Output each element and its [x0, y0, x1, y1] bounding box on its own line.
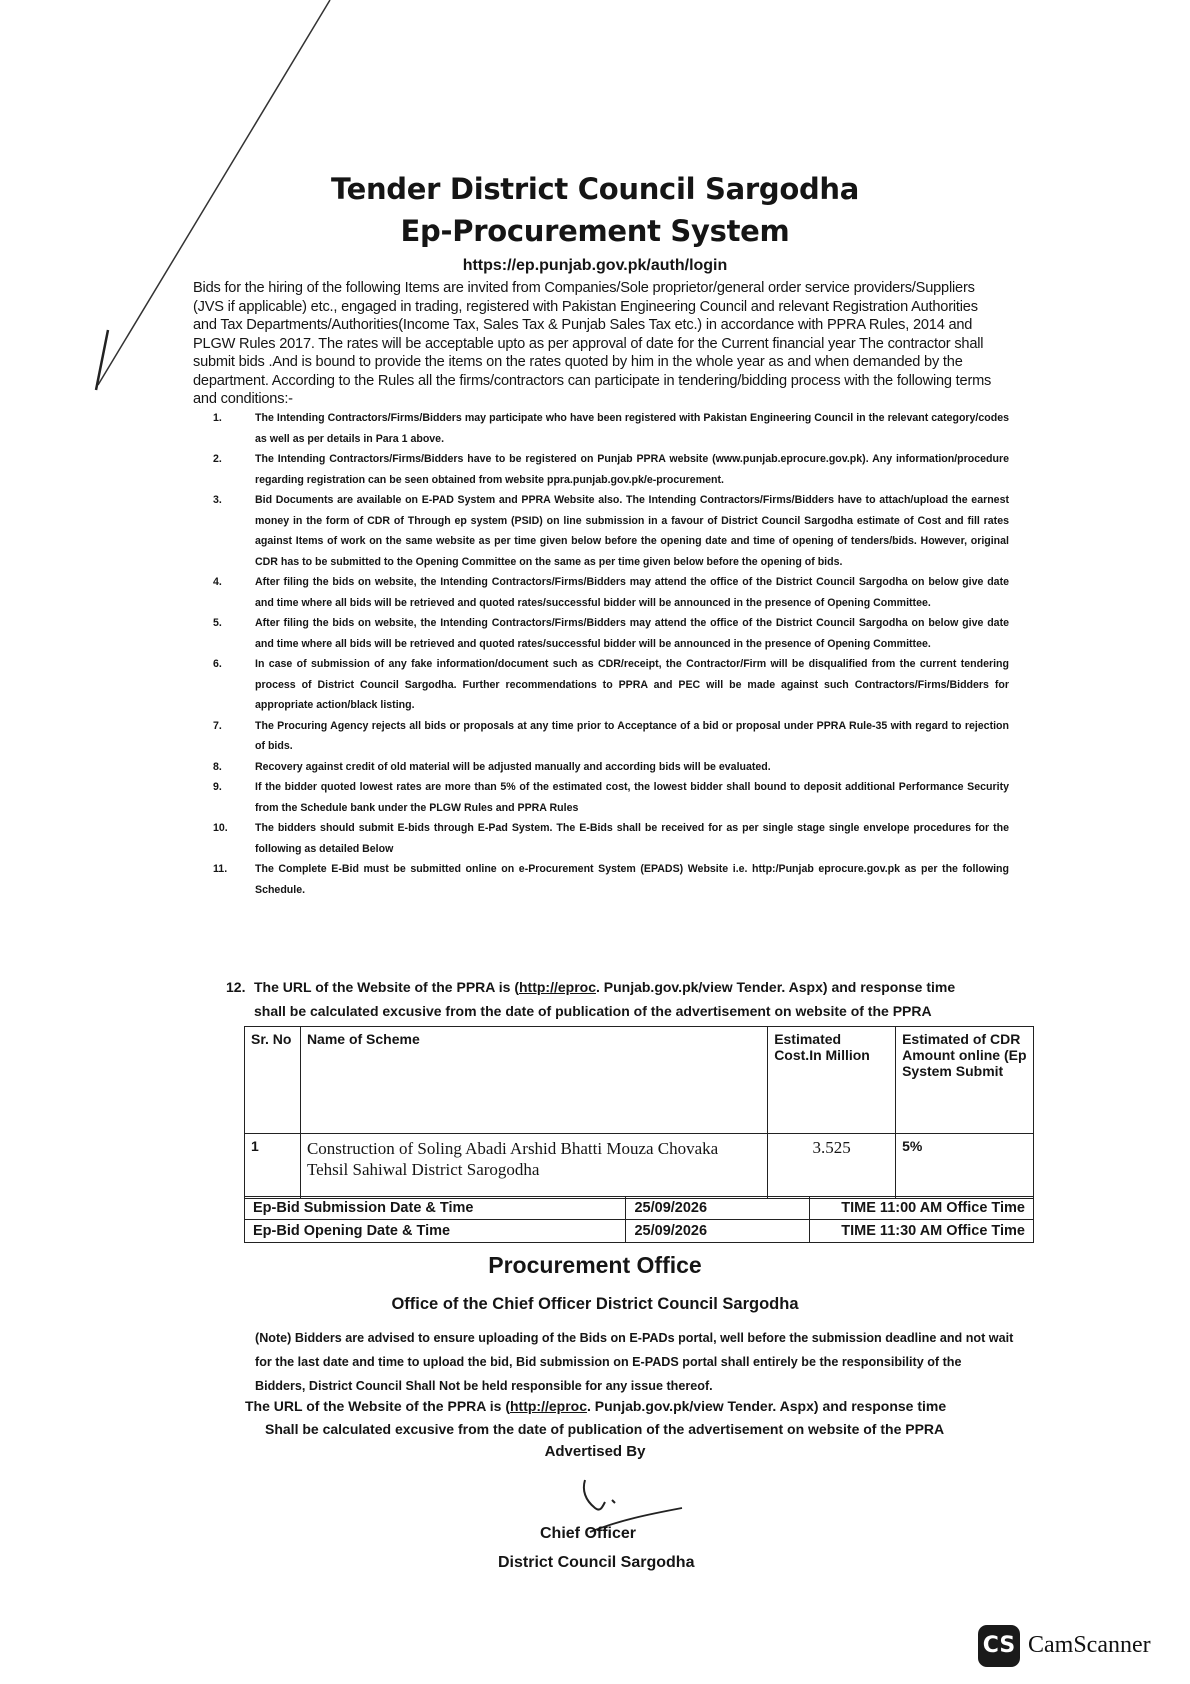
ppra-link: http://eproc: [518, 979, 596, 995]
login-url: https://ep.punjab.gov.pk/auth/login: [462, 257, 728, 274]
date-value: 25/09/2026: [626, 1197, 810, 1220]
bidder-note: (Note) Bidders are advised to ensure uploading of the Bids on E-PADs portal, well before the submission deadline and not wait for the last date and time to upload the bid, Bid submission on E-PADS portal shall entirely be the responsibility of the Bidders, District Council Shall Not be held responsible for any issue thereof.: [255, 1331, 1014, 1393]
date-label: Ep-Bid Opening Date & Time: [245, 1220, 626, 1243]
term-number: 12.: [226, 979, 246, 995]
scheme-name-cell: Construction of Soling Abadi Arshid Bhatti Mouza Chovaka Tehsil Sahiwal District Sarogodha: [300, 1134, 767, 1199]
term-item: [213, 716, 1009, 757]
term-number: 1.: [213, 412, 222, 424]
term-item: [213, 777, 1009, 818]
term-item: [213, 408, 1009, 449]
dates-table: [244, 1196, 1034, 1243]
signatory-title: Chief Officer: [540, 1525, 637, 1542]
term-item: [213, 757, 1009, 778]
document-subtitle: Ep-Procurement System: [400, 214, 790, 248]
table-row: [245, 1197, 1034, 1220]
date-label: Ep-Bid Submission Date & Time: [245, 1197, 626, 1220]
camscanner-name: CamScanner: [1028, 1632, 1151, 1658]
term-text: The bidders should submit E-bids through E-Pad System. The E-Bids shall be received for as per single stage single envelope procedures for the following as detailed Below: [255, 822, 1009, 855]
term-text: The Intending Contractors/Firms/Bidders have to be registered on Punjab PPRA website (www.punjab.eprocure.gov.pk). Any information/procedure regarding registration can be seen obtained from website ppra.punjab.gov.pk/e-procurement.: [255, 453, 1009, 486]
term-number: 4.: [213, 576, 222, 588]
ppra-link: http://eproc: [509, 1398, 587, 1414]
term-item: [213, 654, 1009, 716]
table-header-row: [245, 1027, 1034, 1134]
term-number: 2.: [213, 453, 222, 465]
document-title: Tender District Council Sargodha: [330, 172, 860, 206]
signatory-org: District Council Sargodha: [498, 1554, 695, 1571]
time-value: TIME 11:30 AM Office Time: [810, 1220, 1034, 1243]
date-value: 25/09/2026: [626, 1220, 810, 1243]
time-value: TIME 11:00 AM Office Time: [810, 1197, 1034, 1220]
term-number: 6.: [213, 658, 222, 670]
term-text: The URL of the Website of the PPRA is (: [254, 979, 519, 995]
sr-no-cell: 1: [245, 1134, 301, 1199]
term-number: 3.: [213, 494, 222, 506]
term-item: [213, 449, 1009, 490]
column-header: Sr. No: [245, 1027, 301, 1134]
term-number: 9.: [213, 781, 222, 793]
term-text: . Punjab.gov.pk/view Tender. Aspx) and response time: [595, 979, 956, 995]
term-text: After filing the bids on website, the Intending Contractors/Firms/Bidders may attend the office of the District Council Sargodha on below give date and time where all bids will be retrieved and quoted rates/successful bidder will be announced in the presence of Opening Committee.: [255, 576, 1009, 609]
term-number: 10.: [213, 822, 228, 834]
column-header: Estimated of CDR Amount online (Ep System Submit: [896, 1027, 1034, 1134]
url-text: . Punjab.gov.pk/view Tender. Aspx) and response time: [586, 1398, 947, 1414]
term-number: 8.: [213, 760, 222, 773]
ppra-url-paragraph: [245, 1395, 1045, 1441]
table-row: [245, 1220, 1034, 1243]
procurement-heading: Procurement Office: [488, 1252, 702, 1278]
term-item: [213, 859, 1009, 900]
term-item: [213, 490, 1009, 572]
url-text: The URL of the Website of the PPRA is (: [245, 1398, 510, 1414]
intro-paragraph: Bids for the hiring of the following Items are invited from Companies/Sole proprietor/general order service providers/Suppliers (JVS if applicable) etc., engaged in trading, registered with Pakistan Engineering Council and relevant Registration Authorities and Tax Departments/Authorities(Income Tax, Sales Tax & Punjab Sales Tax etc.) in accordance with PPRA Rules, 2014 and PLGW Rules 2017. The rates will be acceptable upto as per approval of date for the Current financial year The contractor shall submit bids .And is bound to provide the items on the rates quoted by him in the whole year as and when demanded by the department. According to the Rules all the firms/contractors can participate in tendering/bidding process with the following terms and conditions:-: [193, 280, 992, 407]
column-header: Estimated Cost.In Million: [768, 1027, 896, 1134]
advertised-by: Advertised By: [544, 1443, 646, 1460]
term-text: The Procuring Agency rejects all bids or proposals at any time prior to Acceptance of a bid or proposal under PPRA Rule-35 with regard to rejection of bids.: [255, 719, 1009, 752]
term-text: If the bidder quoted lowest rates are more than 5% of the estimated cost, the lowest bidder shall bound to deposit additional Performance Security from the Schedule bank under the PLGW Rules and PPRA Rules: [255, 781, 1009, 814]
estimated-cost-cell: 3.525: [768, 1134, 896, 1199]
office-heading: Office of the Chief Officer District Council Sargodha: [391, 1295, 799, 1313]
term-text: Bid Documents are available on E-PAD System and PPRA Website also. The Intending Contractors/Firms/Bidders have to attach/upload the earnest money in the form of CDR of Through ep system (PSID) on line submission in a favour of District Council Sargodha estimate of Cost and fill rates against Items of work on the same website as per time given below before the opening date and time of opening of tenders/bids. However, original CDR has to be submitted to the Opening Committee on the same as per time given below before the opening of bids.: [255, 494, 1009, 568]
table-row: [245, 1134, 1034, 1199]
cdr-cell: 5%: [896, 1134, 1034, 1199]
term-text: The Complete E-Bid must be submitted online on e-Procurement System (EPADS) Website i.e. http:/Punjab eprocure.gov.pk as per the following Schedule.: [255, 863, 1009, 896]
term-number: 5.: [213, 617, 222, 629]
term-12: [226, 975, 1036, 1023]
term-number: 11.: [213, 863, 228, 875]
camscanner-logo: CS: [978, 1625, 1020, 1667]
term-text: Recovery against credit of old material will be adjusted manually and according bids will be evaluated.: [255, 760, 771, 773]
term-item: [213, 818, 1009, 859]
term-number: 7.: [213, 719, 222, 732]
url-text: Shall be calculated excusive from the date of publication of the advertisement on website of the PPRA: [265, 1421, 945, 1437]
term-text: The Intending Contractors/Firms/Bidders may participate who have been registered with Pakistan Engineering Council in the relevant category/codes as well as per details in Para 1 above.: [255, 412, 1009, 445]
term-text: In case of submission of any fake information/document such as CDR/receipt, the Contractor/Firm will be disqualified from the current tendering process of District Council Sargodha. Further recommendations to PPRA and PEC will be made against such Contractors/Firms/Bidders for appropriate action/black listing.: [255, 658, 1009, 711]
terms-list: [213, 408, 1009, 900]
scheme-table: [244, 1026, 1034, 1199]
term-item: [213, 613, 1009, 654]
column-header: Name of Scheme: [300, 1027, 767, 1134]
term-text: shall be calculated excusive from the date of publication of the advertisement on website of the PPRA: [254, 1003, 932, 1019]
term-item: [213, 572, 1009, 613]
term-text: After filing the bids on website, the Intending Contractors/Firms/Bidders may attend the office of the District Council Sargodha on below give date and time where all bids will be retrieved and quoted rates/successful bidder will be announced in the presence of Opening Committee.: [255, 617, 1009, 650]
